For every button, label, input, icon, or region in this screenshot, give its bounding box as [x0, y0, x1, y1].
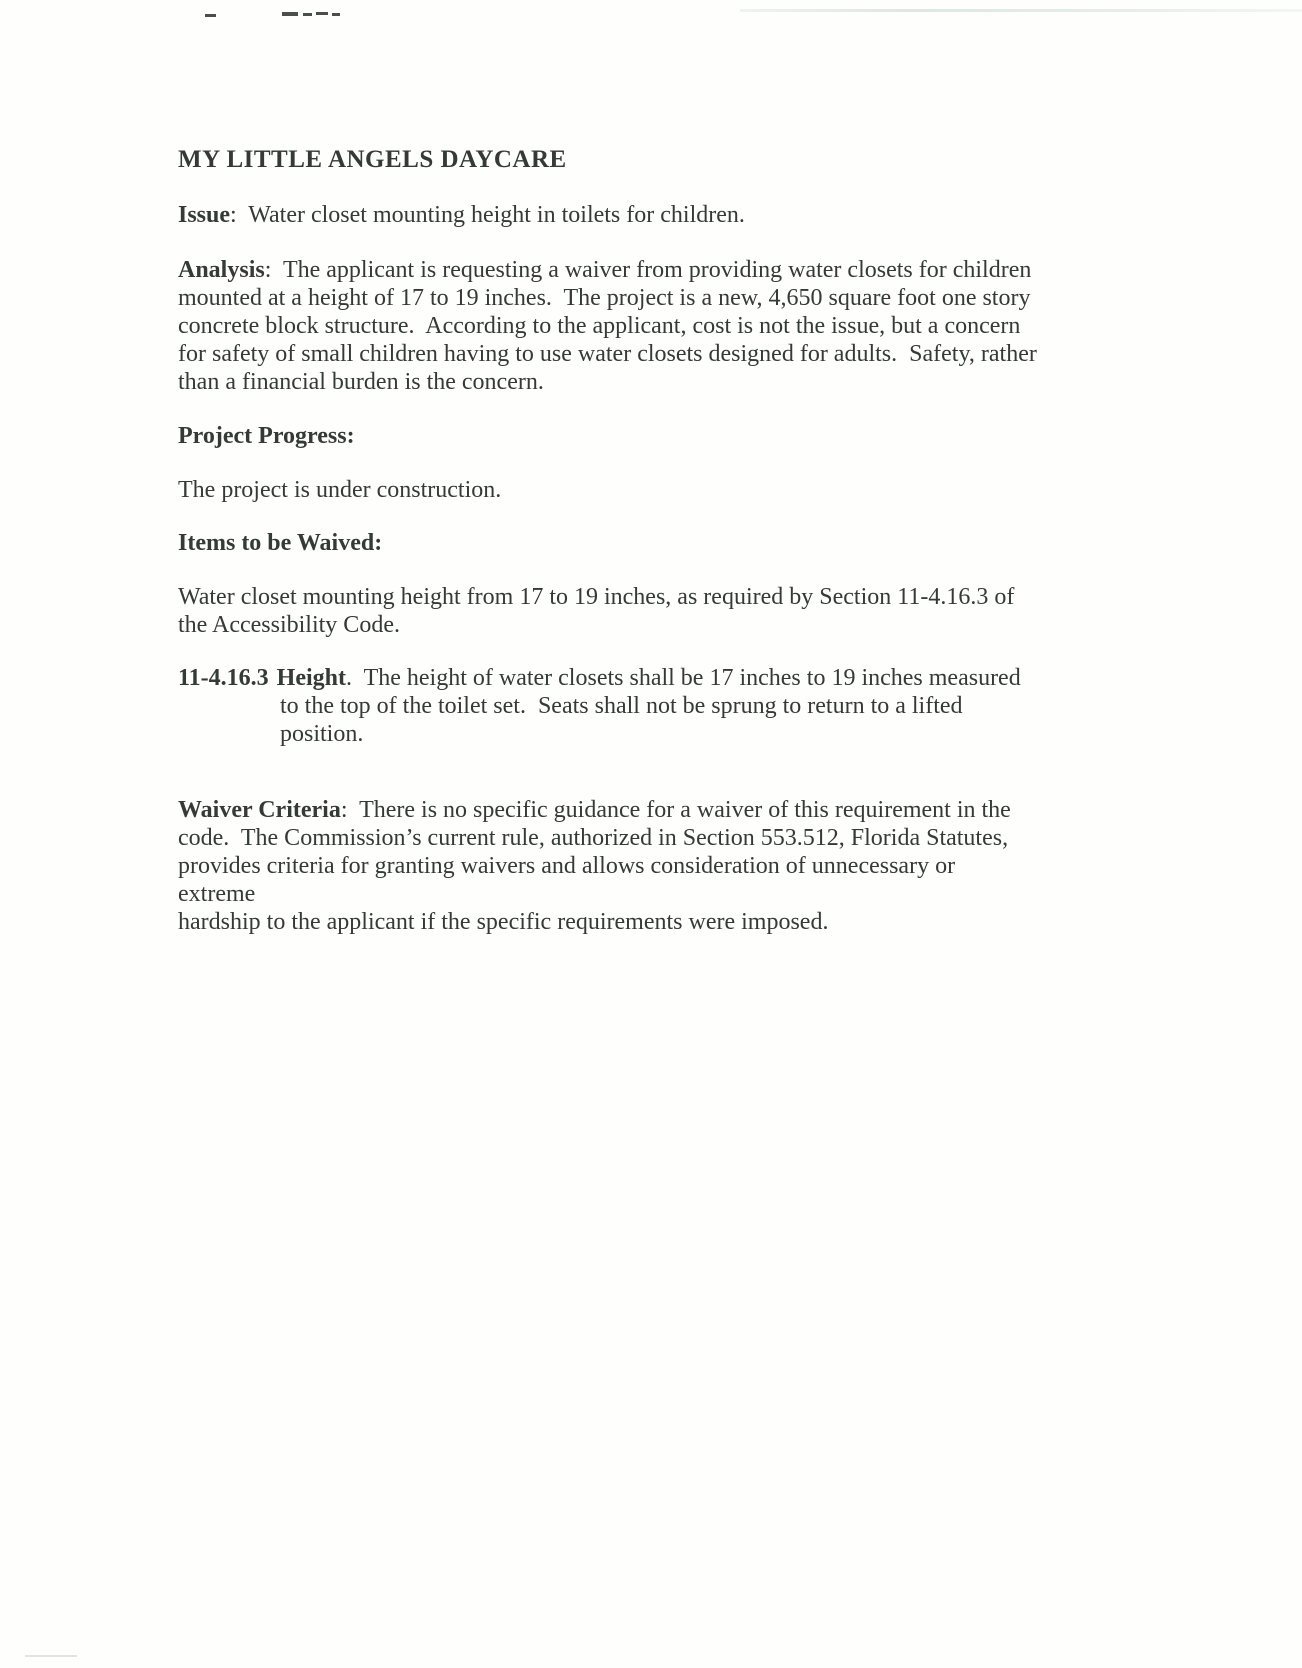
code-section-paragraph: 11-4.16.3 Height. The height of water closets shall be 17 inches to 19 inches measured to the top of the toilet set. Seats shall not be sprung to return to a lifted position.	[178, 665, 1021, 747]
code-section-number: 11-4.16.3	[178, 665, 269, 691]
issue-text: : Water closet mounting height in toilets for children.	[230, 202, 745, 228]
analysis-paragraph: Analysis: The applicant is requesting a waiver from providing water closets for children mounted at a height of 17 to 19 inches. The project is a new, 4,650 square foot one story concrete block structure. According to the applicant, cost is not the issue, but a concern for safety of small children having to use water closets designed for adults. Safety, rather than a financial burden is the concern.	[178, 257, 1037, 395]
issue-label: Issue	[178, 202, 231, 228]
project-progress-text: The project is under construction.	[178, 477, 502, 503]
scan-artifact-top-dash	[205, 14, 216, 17]
scan-artifact-top-dash	[316, 12, 328, 15]
issue-paragraph	[178, 201, 1038, 229]
scan-artifact-top-dash	[282, 12, 298, 16]
scan-artifact-top-dash	[303, 13, 312, 16]
scan-artifact-top-dash	[332, 13, 340, 16]
code-section-term: Height	[276, 665, 346, 691]
items-to-be-waived-heading: Items to be Waived:	[178, 530, 383, 556]
project-progress-heading: Project Progress:	[178, 423, 355, 449]
analysis-label: Analysis	[178, 257, 265, 283]
scan-artifact-top-line	[740, 9, 1302, 12]
scan-artifact-bottom-line	[25, 1655, 77, 1657]
waiver-criteria-paragraph: Waiver Criteria: There is no specific guidance for a waiver of this requirement in the code. The Commission’s current rule, authorized in Section 553.512, Florida Statutes, provides criteria for granting waivers and allows consideration of unnecessary or extreme hardship to the applicant if the specific requirements were imposed.	[178, 797, 1011, 935]
waiver-criteria-label: Waiver Criteria	[178, 797, 341, 823]
document-title: MY LITTLE ANGELS DAYCARE	[178, 146, 567, 173]
items-to-be-waived-text: Water closet mounting height from 17 to 19 inches, as required by Section 11-4.16.3 of the Accessibility Code.	[178, 584, 1015, 638]
